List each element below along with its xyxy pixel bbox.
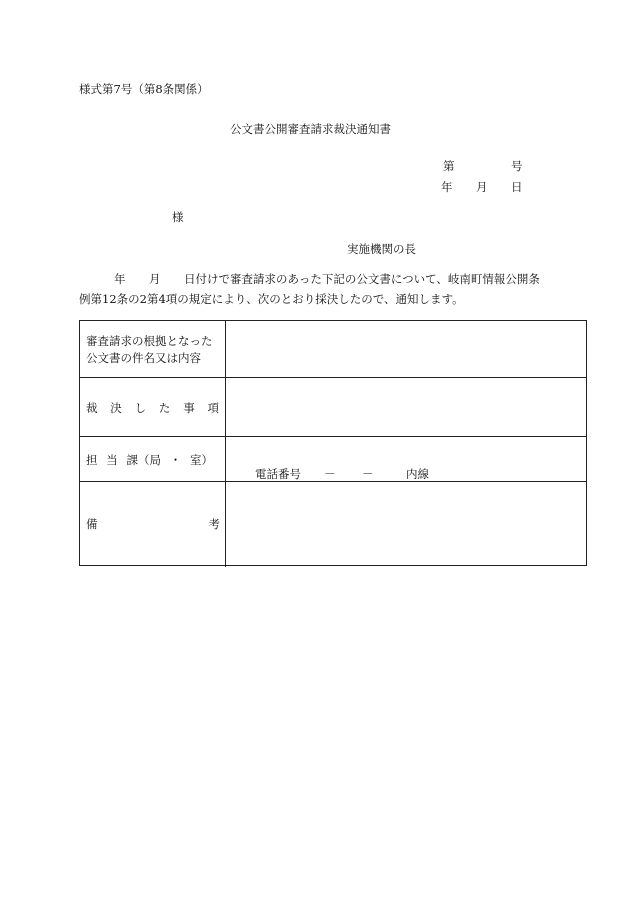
number-suffix: 号 bbox=[511, 159, 523, 173]
label-char: ・ bbox=[169, 453, 182, 467]
extension-label: 内線 bbox=[406, 467, 429, 481]
department-value-cell[interactable] bbox=[226, 437, 586, 481]
number-prefix: 第 bbox=[443, 159, 455, 173]
remarks-value-cell[interactable] bbox=[226, 482, 586, 567]
label-subject-line-2: 公文書の件名又は内容 bbox=[86, 351, 201, 365]
phone-dash-2: － bbox=[362, 467, 374, 481]
decision-form-table bbox=[79, 320, 587, 566]
body-line-2: 例第12条の2第4項の規定により、次のとおり採決したので、通知します。 bbox=[79, 292, 464, 306]
row-label-department bbox=[80, 437, 226, 481]
table-row-department bbox=[80, 437, 586, 482]
table-row-decision bbox=[80, 378, 586, 437]
label-char: 項 bbox=[207, 401, 219, 415]
label-char: し bbox=[134, 401, 147, 415]
document-title: 公文書公開審査請求裁決通知書 bbox=[230, 122, 391, 136]
date-year: 年 bbox=[441, 180, 453, 194]
label-char: 考 bbox=[208, 517, 220, 531]
row-label-decision bbox=[80, 378, 226, 436]
row-label-subject bbox=[80, 321, 226, 377]
label-char: 課（局 bbox=[126, 453, 161, 467]
label-char: 当 bbox=[106, 453, 118, 467]
label-char: 決 bbox=[110, 401, 122, 415]
label-char: 備 bbox=[86, 517, 98, 531]
date-day: 日 bbox=[511, 180, 523, 194]
label-char: 裁 bbox=[86, 401, 98, 415]
body-line-1-text: 日付けで審査請求のあった下記の公文書について、岐南町情報公開条 bbox=[184, 272, 540, 286]
label-remarks bbox=[86, 516, 220, 532]
label-char: た bbox=[158, 401, 171, 415]
table-row-remarks bbox=[80, 482, 586, 567]
date-month: 月 bbox=[476, 180, 488, 194]
label-char: 事 bbox=[183, 401, 195, 415]
decision-value-cell[interactable] bbox=[226, 378, 586, 436]
label-char: 室） bbox=[190, 453, 213, 467]
addressee-honorific: 様 bbox=[172, 210, 184, 224]
form-number: 様式第7号（第8条関係） bbox=[79, 82, 209, 96]
body-date-month: 月 bbox=[149, 272, 161, 286]
phone-number-label: 電話番号 bbox=[255, 467, 301, 481]
label-char: 担 bbox=[86, 453, 98, 467]
body-date-year: 年 bbox=[114, 272, 126, 286]
label-department bbox=[86, 452, 213, 468]
row-label-remarks bbox=[80, 482, 226, 567]
label-decision bbox=[86, 400, 219, 416]
table-row-subject bbox=[80, 321, 586, 378]
subject-value-cell[interactable] bbox=[226, 321, 586, 377]
sender-title: 実施機関の長 bbox=[347, 242, 416, 256]
label-subject-line-1: 審査請求の根拠となった bbox=[86, 334, 213, 348]
phone-dash-1: － bbox=[324, 467, 336, 481]
